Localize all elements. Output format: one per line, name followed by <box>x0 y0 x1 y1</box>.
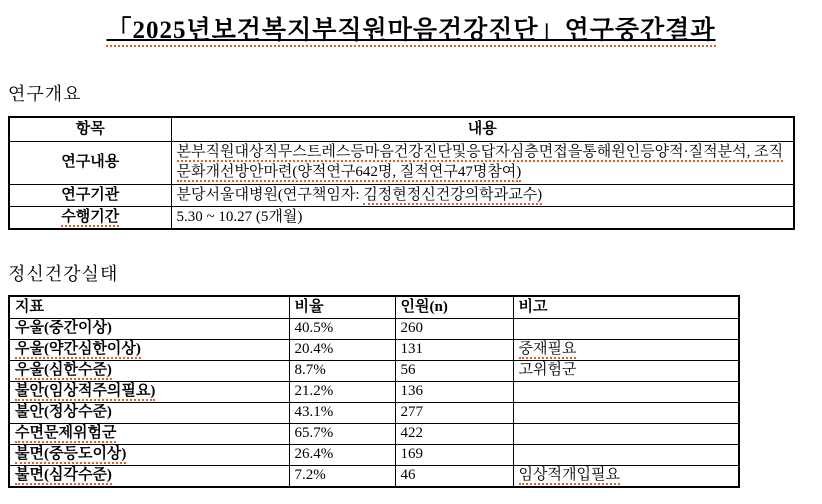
table-row-depression-somewhat-severe <box>9 340 739 361</box>
indicator-text: 불면(심각수준) <box>15 467 112 484</box>
row-value <box>171 185 794 207</box>
overview-col-header-item: 항목 <box>9 117 171 142</box>
ratio-cell: 8.7% <box>289 361 395 382</box>
indicator-cell: 우울(중간이상) <box>9 319 289 340</box>
document-page <box>0 10 822 504</box>
note-cell <box>513 340 739 361</box>
status-col-header-ratio: 비율 <box>289 296 395 319</box>
row-label: 연구내용 <box>9 142 171 185</box>
ratio-cell: 43.1% <box>289 403 395 424</box>
table-row-depression-moderate <box>9 319 739 340</box>
table-row-sleep-problem-risk-group <box>9 424 739 445</box>
count-cell: 131 <box>395 340 513 361</box>
row-value-emphasized-text: 김정현정신건강의학과교수) <box>363 186 543 203</box>
row-value: 5.30 ~ 10.27 (5개월) <box>171 207 794 230</box>
row-label-text: 수행기간 <box>61 208 120 225</box>
count-cell: 56 <box>395 361 513 382</box>
table-row-insomnia-severe <box>9 466 739 488</box>
indicator-cell <box>9 466 289 488</box>
note-cell <box>513 319 739 340</box>
note-cell: 고위험군 <box>513 361 739 382</box>
note-cell <box>513 403 739 424</box>
status-section-heading: 정신건강실태 <box>8 264 119 284</box>
note-cell <box>513 424 739 445</box>
count-cell: 46 <box>395 466 513 488</box>
ratio-cell: 21.2% <box>289 382 395 403</box>
count-cell: 277 <box>395 403 513 424</box>
table-row-research-institute <box>9 185 794 207</box>
indicator-text: 수면문제위험군 <box>15 425 117 442</box>
indicator-text: 우울(약간심한이상) <box>15 341 141 358</box>
table-row-research-content <box>9 142 794 185</box>
row-value-text: 본부직원대상직무스트레스등마음건강진단및응답자심층면접을통해원인등양적·질적분석, 조직문화개선방안마련(양적연구642명, 질적연구47명참여) <box>176 144 784 180</box>
table-row-insomnia-moderate <box>9 445 739 466</box>
indicator-cell <box>9 340 289 361</box>
row-label: 연구기관 <box>9 185 171 207</box>
note-cell <box>513 466 739 488</box>
table-row-depression-severe <box>9 361 739 382</box>
indicator-cell <box>9 361 289 382</box>
row-value-text: 분당서울대병원(연구책임자: <box>176 186 364 203</box>
status-col-header-indicator: 지표 <box>9 296 289 319</box>
note-text: 임상적개입필요 <box>518 467 620 484</box>
indicator-cell <box>9 424 289 445</box>
ratio-cell: 26.4% <box>289 445 395 466</box>
count-cell: 260 <box>395 319 513 340</box>
count-cell: 422 <box>395 424 513 445</box>
indicator-cell <box>9 382 289 403</box>
overview-table <box>8 116 795 230</box>
document-title-text: 「2025년보건복지부직원마음건강진단」연구중간결과 <box>106 17 715 47</box>
status-col-header-note: 비고 <box>513 296 739 319</box>
indicator-cell: 불안(정상수준) <box>9 403 289 424</box>
indicator-text: 우울(심한수준) <box>15 362 112 379</box>
overview-col-header-content: 내용 <box>171 117 794 142</box>
status-header-row <box>9 296 739 319</box>
note-cell <box>513 382 739 403</box>
count-cell: 169 <box>395 445 513 466</box>
indicator-cell <box>9 445 289 466</box>
ratio-cell: 40.5% <box>289 319 395 340</box>
overview-header-row <box>9 117 794 142</box>
indicator-text: 불면(중등도이상) <box>15 446 127 463</box>
document-title <box>0 10 822 46</box>
note-text: 중재필요 <box>518 341 577 358</box>
indicator-text: 불안(임상적주의필요) <box>15 383 156 400</box>
status-col-header-count: 인원(n) <box>395 296 513 319</box>
mental-health-status-table <box>8 295 740 488</box>
table-row-research-period <box>9 207 794 230</box>
overview-section-heading: 연구개요 <box>8 84 82 104</box>
ratio-cell: 20.4% <box>289 340 395 361</box>
ratio-cell: 7.2% <box>289 466 395 488</box>
note-cell <box>513 445 739 466</box>
row-value <box>171 142 794 185</box>
ratio-cell: 65.7% <box>289 424 395 445</box>
table-row-anxiety-normal <box>9 403 739 424</box>
row-label <box>9 207 171 230</box>
table-row-anxiety-clinical-caution <box>9 382 739 403</box>
count-cell: 136 <box>395 382 513 403</box>
